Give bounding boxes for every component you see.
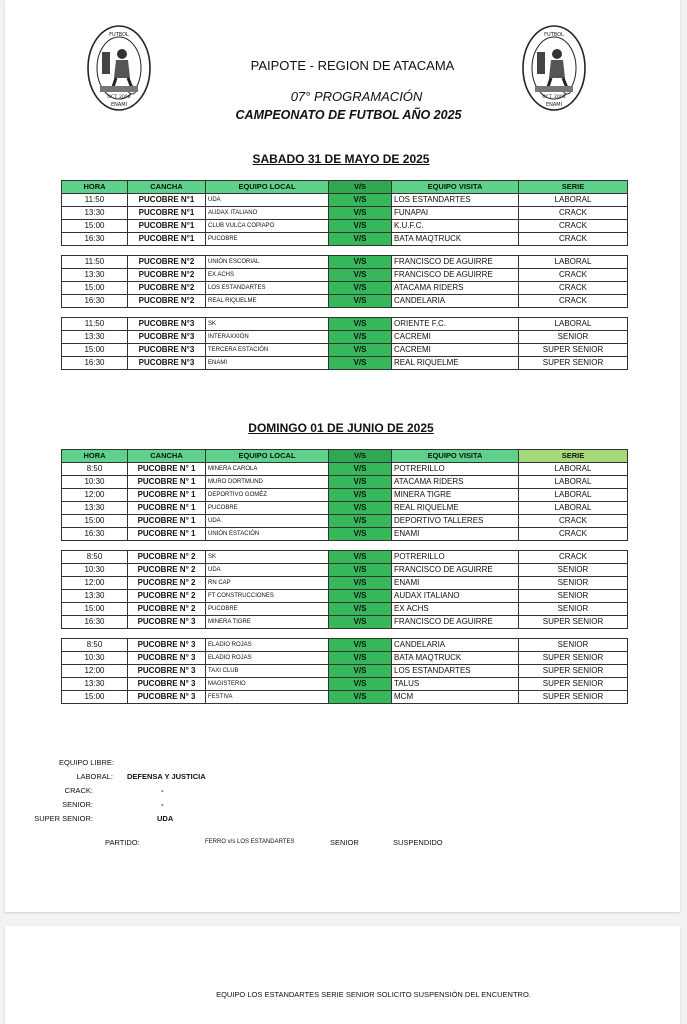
cell-serie: CRACK bbox=[519, 207, 628, 220]
cell-equipo-visita: LOS ESTANDARTES bbox=[392, 665, 519, 678]
table-row bbox=[62, 331, 628, 344]
svg-text:FUTBOL: FUTBOL bbox=[544, 32, 564, 38]
cell-hora: 13:30 bbox=[62, 269, 128, 282]
cell-cancha: PUCOBRE N° 1 bbox=[128, 528, 206, 541]
cell-cancha: PUCOBRE N° 3 bbox=[128, 678, 206, 691]
cell-equipo-local: TERCERA ESTACIÓN bbox=[206, 344, 329, 357]
svg-text:OCT. 2008: OCT. 2008 bbox=[107, 95, 131, 100]
partido-serie: SENIOR bbox=[330, 838, 359, 847]
cell-vs: V/S bbox=[329, 691, 392, 704]
cell-equipo-visita: LOS ESTANDARTES bbox=[392, 194, 519, 207]
cell-serie: SENIOR bbox=[519, 331, 628, 344]
cell-cancha: PUCOBRE N°2 bbox=[128, 282, 206, 295]
cell-serie: SUPER SENIOR bbox=[519, 691, 628, 704]
cell-equipo-local: FT CONSTRUCCIONES bbox=[206, 590, 329, 603]
cell-cancha: PUCOBRE N°2 bbox=[128, 256, 206, 269]
group-spacer bbox=[62, 629, 628, 639]
column-header-cancha: CANCHA bbox=[128, 181, 206, 194]
cell-hora: 13:30 bbox=[62, 502, 128, 515]
table-row bbox=[62, 207, 628, 220]
cell-equipo-visita: FRANCISCO DE AGUIRRE bbox=[392, 616, 519, 629]
cell-equipo-visita: REAL RIQUELME bbox=[392, 357, 519, 370]
cell-equipo-visita: FRANCISCO DE AGUIRRE bbox=[392, 564, 519, 577]
cell-serie: LABORAL bbox=[519, 318, 628, 331]
cell-equipo-local: UDA bbox=[206, 194, 329, 207]
cell-equipo-local: ELADIO ROJAS bbox=[206, 639, 329, 652]
table-row bbox=[62, 318, 628, 331]
cell-equipo-local: TAXI CLUB bbox=[206, 665, 329, 678]
header-programacion: 07° PROGRAMACIÓN bbox=[290, 89, 423, 104]
cell-hora: 15:00 bbox=[62, 603, 128, 616]
cell-equipo-visita: MINERA TIGRE bbox=[392, 489, 519, 502]
table-row bbox=[62, 463, 628, 476]
equipo-libre bbox=[5, 758, 305, 828]
libre-value: - bbox=[161, 800, 164, 809]
column-header-equipo-visita: EQUIPO VISITA bbox=[392, 181, 519, 194]
cell-equipo-local: UDA bbox=[206, 515, 329, 528]
cell-equipo-visita: POTRERILLO bbox=[392, 551, 519, 564]
cell-vs: V/S bbox=[329, 489, 392, 502]
cell-cancha: PUCOBRE N° 3 bbox=[128, 665, 206, 678]
table-row bbox=[62, 652, 628, 665]
cell-hora: 16:30 bbox=[62, 233, 128, 246]
header-region: PAIPOTE - REGION DE ATACAMA bbox=[250, 58, 455, 73]
cell-equipo-visita: ORIENTE F.C. bbox=[392, 318, 519, 331]
cell-cancha: PUCOBRE N°1 bbox=[128, 207, 206, 220]
cell-equipo-local: SK bbox=[206, 318, 329, 331]
cell-vs: V/S bbox=[329, 256, 392, 269]
cell-cancha: PUCOBRE N° 2 bbox=[128, 590, 206, 603]
cell-serie: SUPER SENIOR bbox=[519, 678, 628, 691]
cell-equipo-visita: BATA MAQTRUCK bbox=[392, 652, 519, 665]
cell-vs: V/S bbox=[329, 502, 392, 515]
libre-label: SENIOR: bbox=[62, 800, 93, 809]
cell-equipo-local: MURO DORTMUND bbox=[206, 476, 329, 489]
cell-hora: 15:00 bbox=[62, 282, 128, 295]
cell-cancha: PUCOBRE N°2 bbox=[128, 295, 206, 308]
cell-equipo-visita: ENAMI bbox=[392, 577, 519, 590]
cell-hora: 13:30 bbox=[62, 331, 128, 344]
cell-serie: CRACK bbox=[519, 269, 628, 282]
group-spacer bbox=[62, 308, 628, 318]
cell-cancha: PUCOBRE N° 2 bbox=[128, 603, 206, 616]
cell-vs: V/S bbox=[329, 564, 392, 577]
cell-equipo-visita: DEPORTIVO TALLERES bbox=[392, 515, 519, 528]
cell-equipo-visita: K.U.F.C. bbox=[392, 220, 519, 233]
cell-equipo-visita: CACREMI bbox=[392, 331, 519, 344]
column-header-vs: V/S bbox=[329, 181, 392, 194]
cell-serie: LABORAL bbox=[519, 256, 628, 269]
table-row bbox=[62, 233, 628, 246]
cell-vs: V/S bbox=[329, 207, 392, 220]
table-row bbox=[62, 256, 628, 269]
cell-cancha: PUCOBRE N°3 bbox=[128, 331, 206, 344]
table-row bbox=[62, 678, 628, 691]
table-row bbox=[62, 282, 628, 295]
cell-equipo-visita: FRANCISCO DE AGUIRRE bbox=[392, 256, 519, 269]
cell-hora: 15:00 bbox=[62, 691, 128, 704]
cell-serie: CRACK bbox=[519, 295, 628, 308]
cell-vs: V/S bbox=[329, 665, 392, 678]
cell-hora: 10:30 bbox=[62, 652, 128, 665]
table-row bbox=[62, 590, 628, 603]
cell-vs: V/S bbox=[329, 220, 392, 233]
cell-cancha: PUCOBRE N° 3 bbox=[128, 691, 206, 704]
svg-text:ENAMI: ENAMI bbox=[110, 102, 128, 108]
cell-hora: 13:30 bbox=[62, 590, 128, 603]
cell-serie: CRACK bbox=[519, 233, 628, 246]
cell-equipo-local: MAGISTERIO bbox=[206, 678, 329, 691]
cell-hora: 8:50 bbox=[62, 639, 128, 652]
table-row bbox=[62, 344, 628, 357]
cell-equipo-local: EX ACHS bbox=[206, 269, 329, 282]
cell-cancha: PUCOBRE N° 1 bbox=[128, 489, 206, 502]
table-row bbox=[62, 515, 628, 528]
cell-cancha: PUCOBRE N°1 bbox=[128, 194, 206, 207]
column-header-cancha: CANCHA bbox=[128, 450, 206, 463]
cell-hora: 16:30 bbox=[62, 357, 128, 370]
cell-hora: 11:50 bbox=[62, 318, 128, 331]
table-row bbox=[62, 194, 628, 207]
cell-equipo-local: SK bbox=[206, 551, 329, 564]
cell-hora: 15:00 bbox=[62, 344, 128, 357]
cell-equipo-local: ENAMI bbox=[206, 357, 329, 370]
cell-equipo-local: PUCOBRE bbox=[206, 603, 329, 616]
cell-equipo-local: FESTIVA bbox=[206, 691, 329, 704]
cell-serie: SENIOR bbox=[519, 639, 628, 652]
cell-hora: 13:30 bbox=[62, 207, 128, 220]
cell-serie: LABORAL bbox=[519, 476, 628, 489]
cell-cancha: PUCOBRE N°3 bbox=[128, 318, 206, 331]
column-header-serie: SERIE bbox=[519, 450, 628, 463]
cell-cancha: PUCOBRE N°3 bbox=[128, 357, 206, 370]
cell-vs: V/S bbox=[329, 282, 392, 295]
cell-vs: V/S bbox=[329, 476, 392, 489]
table-row bbox=[62, 476, 628, 489]
cell-vs: V/S bbox=[329, 639, 392, 652]
cell-hora: 11:50 bbox=[62, 194, 128, 207]
table-row bbox=[62, 577, 628, 590]
cell-equipo-visita: ATACAMA RIDERS bbox=[392, 282, 519, 295]
cell-equipo-local: INTERAXXIÓN bbox=[206, 331, 329, 344]
cell-equipo-visita: FRANCISCO DE AGUIRRE bbox=[392, 269, 519, 282]
libre-label: SUPER SENIOR: bbox=[34, 814, 93, 823]
cell-serie: SENIOR bbox=[519, 577, 628, 590]
cell-serie: LABORAL bbox=[519, 194, 628, 207]
column-header-serie: SERIE bbox=[519, 181, 628, 194]
cell-serie: SUPER SENIOR bbox=[519, 616, 628, 629]
cell-vs: V/S bbox=[329, 515, 392, 528]
partido-status: SUSPENDIDO bbox=[393, 838, 443, 847]
column-header-hora: HORA bbox=[62, 181, 128, 194]
cell-equipo-visita: CANDELARIA bbox=[392, 295, 519, 308]
cell-vs: V/S bbox=[329, 344, 392, 357]
cell-equipo-visita: TALUS bbox=[392, 678, 519, 691]
cell-equipo-local: MINERA CAROLA bbox=[206, 463, 329, 476]
cell-equipo-local: DEPORTIVO GOMÉZ bbox=[206, 489, 329, 502]
table-row bbox=[62, 220, 628, 233]
cell-serie: CRACK bbox=[519, 551, 628, 564]
table-row bbox=[62, 489, 628, 502]
table-row bbox=[62, 269, 628, 282]
cell-cancha: PUCOBRE N° 2 bbox=[128, 577, 206, 590]
cell-hora: 8:50 bbox=[62, 463, 128, 476]
group-spacer bbox=[62, 541, 628, 551]
cell-cancha: PUCOBRE N° 1 bbox=[128, 476, 206, 489]
cell-hora: 10:30 bbox=[62, 564, 128, 577]
cell-vs: V/S bbox=[329, 577, 392, 590]
cell-vs: V/S bbox=[329, 318, 392, 331]
libre-title: EQUIPO LIBRE: bbox=[59, 758, 115, 767]
column-header-vs: V/S bbox=[329, 450, 392, 463]
cell-equipo-local: UNIÓN ESCORIAL bbox=[206, 256, 329, 269]
partido-match: FERRO v/s LOS ESTANDARTES bbox=[205, 839, 295, 845]
cell-vs: V/S bbox=[329, 652, 392, 665]
cell-cancha: PUCOBRE N° 2 bbox=[128, 551, 206, 564]
cell-vs: V/S bbox=[329, 678, 392, 691]
column-header-equipo-visita: EQUIPO VISITA bbox=[392, 450, 519, 463]
libre-value: DEFENSA Y JUSTICIA bbox=[127, 772, 206, 781]
cell-hora: 16:30 bbox=[62, 528, 128, 541]
cell-equipo-visita: CANDELARIA bbox=[392, 639, 519, 652]
cell-cancha: PUCOBRE N° 1 bbox=[128, 515, 206, 528]
cell-vs: V/S bbox=[329, 233, 392, 246]
cell-cancha: PUCOBRE N° 2 bbox=[128, 564, 206, 577]
partido-label: PARTIDO: bbox=[105, 838, 140, 847]
cell-serie: SUPER SENIOR bbox=[519, 652, 628, 665]
cell-cancha: PUCOBRE N° 1 bbox=[128, 463, 206, 476]
cell-equipo-local: ELADIO ROJAS bbox=[206, 652, 329, 665]
cell-cancha: PUCOBRE N° 3 bbox=[128, 616, 206, 629]
cell-cancha: PUCOBRE N° 1 bbox=[128, 502, 206, 515]
table-row bbox=[62, 295, 628, 308]
cell-hora: 16:30 bbox=[62, 616, 128, 629]
table-row bbox=[62, 528, 628, 541]
cell-equipo-local: UDA bbox=[206, 564, 329, 577]
cell-equipo-visita: CACREMI bbox=[392, 344, 519, 357]
cell-equipo-local: AUDAX ITALIANO bbox=[206, 207, 329, 220]
cell-hora: 15:00 bbox=[62, 515, 128, 528]
cell-cancha: PUCOBRE N°1 bbox=[128, 233, 206, 246]
cell-vs: V/S bbox=[329, 269, 392, 282]
cell-hora: 12:00 bbox=[62, 665, 128, 678]
table-row bbox=[62, 616, 628, 629]
cell-serie: SUPER SENIOR bbox=[519, 357, 628, 370]
cell-serie: LABORAL bbox=[519, 489, 628, 502]
cell-cancha: PUCOBRE N° 3 bbox=[128, 639, 206, 652]
cell-equipo-visita: POTRERILLO bbox=[392, 463, 519, 476]
table-row bbox=[62, 691, 628, 704]
cell-serie: LABORAL bbox=[519, 463, 628, 476]
libre-value: - bbox=[161, 786, 164, 795]
cell-hora: 12:00 bbox=[62, 577, 128, 590]
cell-serie: SUPER SENIOR bbox=[519, 344, 628, 357]
cell-equipo-local: LOS ESTANDARTES bbox=[206, 282, 329, 295]
table-row bbox=[62, 639, 628, 652]
cell-serie: LABORAL bbox=[519, 502, 628, 515]
table-row bbox=[62, 551, 628, 564]
cell-vs: V/S bbox=[329, 194, 392, 207]
cell-cancha: PUCOBRE N°2 bbox=[128, 269, 206, 282]
cell-serie: SENIOR bbox=[519, 564, 628, 577]
cell-hora: 12:00 bbox=[62, 489, 128, 502]
cell-serie: SUPER SENIOR bbox=[519, 665, 628, 678]
footer-note: EQUIPO LOS ESTANDARTES SERIE SENIOR SOLICITO SUSPENSIÓN DEL ENCUENTRO. bbox=[216, 990, 531, 999]
cell-serie: SENIOR bbox=[519, 590, 628, 603]
schedule-table-sabado bbox=[61, 180, 628, 370]
table-row bbox=[62, 357, 628, 370]
cell-vs: V/S bbox=[329, 295, 392, 308]
libre-label: CRACK: bbox=[64, 786, 93, 795]
cell-equipo-local: PUCOBRE bbox=[206, 502, 329, 515]
cell-equipo-visita: EX ACHS bbox=[392, 603, 519, 616]
cell-equipo-local: UNIÓN ESTACIÓN bbox=[206, 528, 329, 541]
cell-equipo-visita: AUDAX ITALIANO bbox=[392, 590, 519, 603]
cell-serie: SENIOR bbox=[519, 603, 628, 616]
day-title-domingo: DOMINGO 01 DE JUNIO DE 2025 bbox=[248, 421, 434, 435]
cell-equipo-visita: ENAMI bbox=[392, 528, 519, 541]
cell-equipo-visita: BATA MAQTRUCK bbox=[392, 233, 519, 246]
table-row bbox=[62, 502, 628, 515]
day-title-sabado: SABADO 31 DE MAYO DE 2025 bbox=[252, 152, 430, 166]
cell-serie: CRACK bbox=[519, 515, 628, 528]
svg-text:OCT. 2008: OCT. 2008 bbox=[542, 95, 566, 100]
cell-cancha: PUCOBRE N°1 bbox=[128, 220, 206, 233]
header-campeonato: CAMPEONATO DE FUTBOL AÑO 2025 bbox=[235, 108, 462, 122]
cell-serie: CRACK bbox=[519, 220, 628, 233]
document-page bbox=[5, 0, 680, 912]
cell-vs: V/S bbox=[329, 331, 392, 344]
cell-equipo-visita: REAL RIQUELME bbox=[392, 502, 519, 515]
cell-cancha: PUCOBRE N°3 bbox=[128, 344, 206, 357]
cell-serie: CRACK bbox=[519, 282, 628, 295]
table-row bbox=[62, 603, 628, 616]
table-row bbox=[62, 564, 628, 577]
cell-hora: 16:30 bbox=[62, 295, 128, 308]
libre-label: LABORAL: bbox=[76, 772, 113, 781]
cell-equipo-local: CLUB VULCA COPIAPO bbox=[206, 220, 329, 233]
partido-suspendido bbox=[5, 838, 680, 852]
cell-hora: 8:50 bbox=[62, 551, 128, 564]
table-row bbox=[62, 665, 628, 678]
cell-cancha: PUCOBRE N° 3 bbox=[128, 652, 206, 665]
cell-equipo-local: PUCOBRE bbox=[206, 233, 329, 246]
cell-equipo-local: RN CAP bbox=[206, 577, 329, 590]
column-header-hora: HORA bbox=[62, 450, 128, 463]
cell-vs: V/S bbox=[329, 463, 392, 476]
column-header-equipo-local: EQUIPO LOCAL bbox=[206, 450, 329, 463]
svg-text:FUTBOL: FUTBOL bbox=[109, 32, 129, 38]
document-page-2 bbox=[5, 926, 680, 1024]
cell-vs: V/S bbox=[329, 528, 392, 541]
cell-vs: V/S bbox=[329, 551, 392, 564]
cell-hora: 10:30 bbox=[62, 476, 128, 489]
table-header-row bbox=[62, 181, 628, 194]
cell-serie: CRACK bbox=[519, 528, 628, 541]
column-header-equipo-local: EQUIPO LOCAL bbox=[206, 181, 329, 194]
cell-vs: V/S bbox=[329, 603, 392, 616]
schedule-table-domingo bbox=[61, 449, 628, 704]
table-header-row bbox=[62, 450, 628, 463]
cell-vs: V/S bbox=[329, 590, 392, 603]
libre-value: UDA bbox=[157, 814, 174, 823]
cell-equipo-visita: ATACAMA RIDERS bbox=[392, 476, 519, 489]
svg-text:ENAMI: ENAMI bbox=[545, 102, 563, 108]
cell-equipo-local: MINERA TIGRE bbox=[206, 616, 329, 629]
cell-hora: 13:30 bbox=[62, 678, 128, 691]
group-spacer bbox=[62, 246, 628, 256]
cell-vs: V/S bbox=[329, 616, 392, 629]
cell-equipo-local: REAL RIQUELME bbox=[206, 295, 329, 308]
cell-equipo-visita: MCM bbox=[392, 691, 519, 704]
cell-equipo-visita: FUNAPAI bbox=[392, 207, 519, 220]
cell-vs: V/S bbox=[329, 357, 392, 370]
cell-hora: 15:00 bbox=[62, 220, 128, 233]
cell-hora: 11:50 bbox=[62, 256, 128, 269]
